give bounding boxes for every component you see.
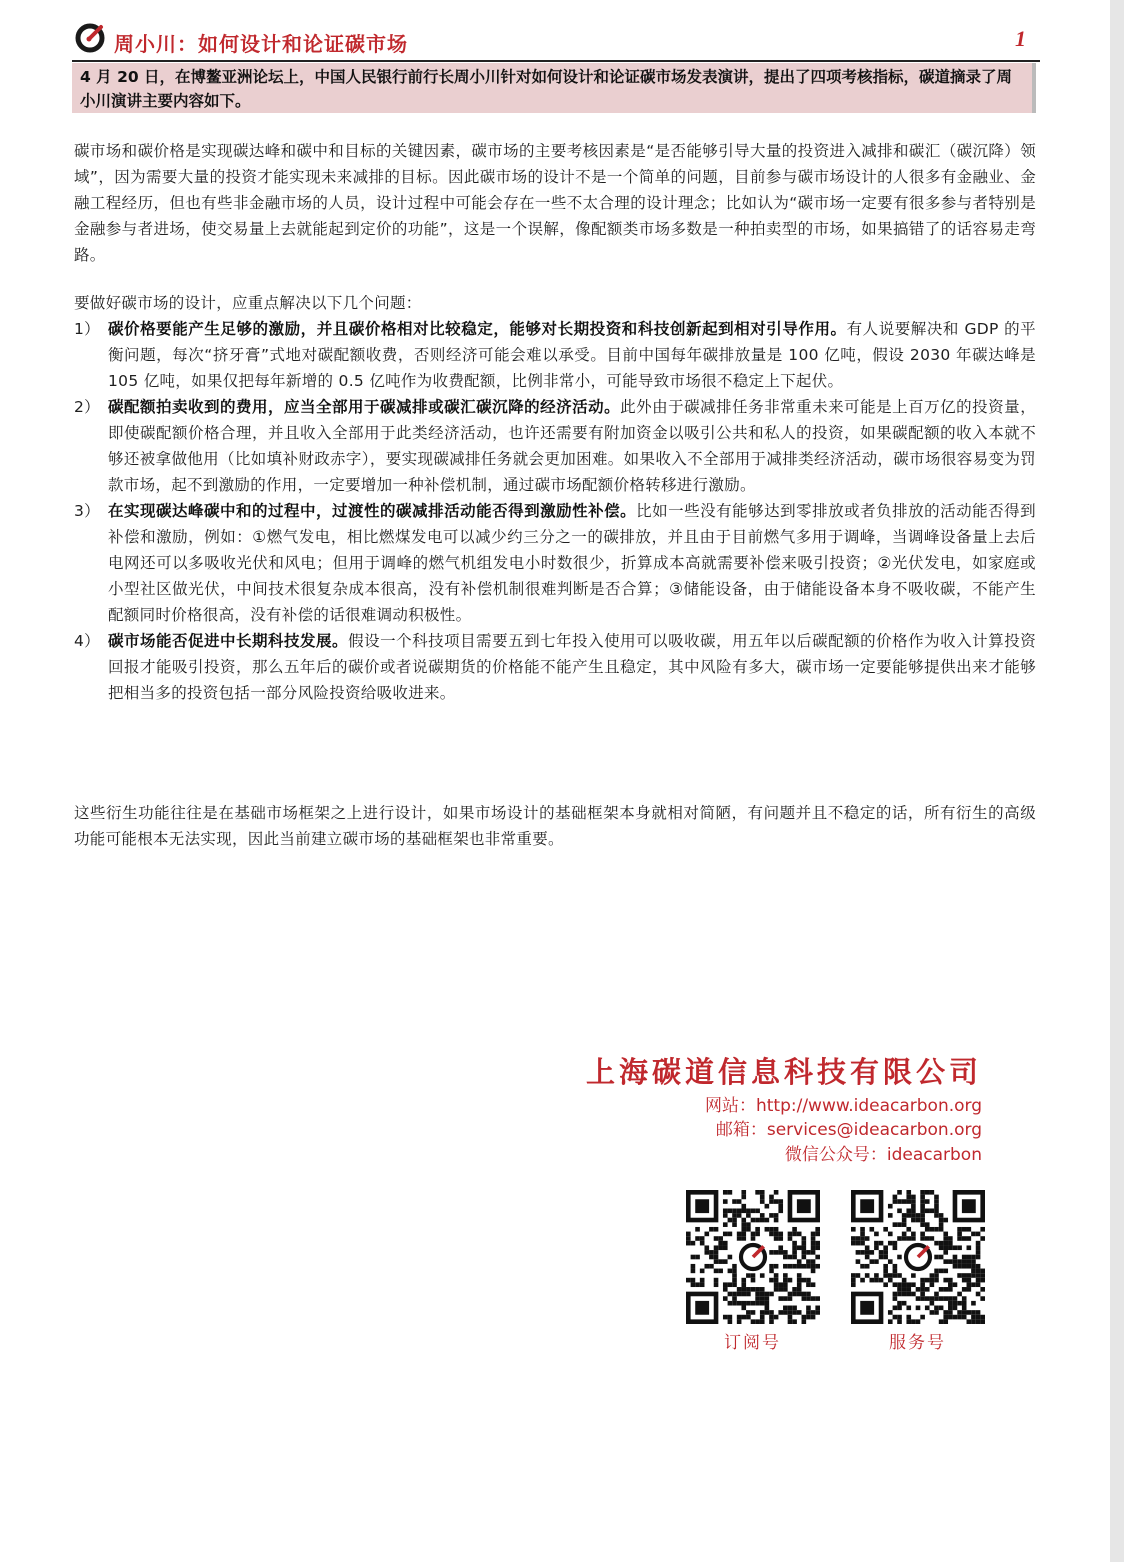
service-qr-code [851,1190,985,1324]
issue-heading: 碳配额拍卖收到的费用，应当全部用于碳减排或碳汇碳沉降的经济活动。 [108,398,621,416]
email-label: 邮箱： [715,1120,767,1140]
page-edge [1110,0,1124,1562]
issue-text: 假设一个科技项目需要五到七年投入使用可以吸收碳，用五年以后碳配额的价格作为收入计算投资回报才能吸引投资，那么五年后的碳价或者说碳期货的价格能不能产生且稳定，其中风险有多大，碳市场一定要能够提供出来才能够把相当多的投资包括一部分风险投资给吸收进来。 [108,632,1036,702]
page-number: 1 [1015,26,1026,51]
ideacarbon-logo-icon [74,22,106,54]
issue-heading: 碳价格要能产生足够的激励，并且碳价格相对比较稳定，能够对长期投资和科技创新起到相对引导作用。 [108,320,847,338]
header-title: 周小川：如何设计和论证碳市场 [114,32,408,56]
website-line [705,1094,982,1118]
website-link[interactable]: http://www.ideacarbon.org [755,1096,982,1116]
summary-box: 4 月 20 日，在博鳌亚洲论坛上，中国人民银行前行长周小川针对如何设计和论证碳市场发表演讲，提出了四项考核指标，碳道摘录了周小川演讲主要内容如下。 [72,63,1036,113]
issue-number: 4） [74,632,100,650]
lead-sentence: 要做好碳市场的设计，应重点解决以下几个问题： [74,294,422,312]
issue-heading: 在实现碳达峰碳中和的过程中，过渡性的碳减排活动能否得到激励性补偿。 [108,502,637,520]
issue-item [74,394,1036,498]
wechat-label: 微信公众号： [784,1145,887,1165]
issue-item [74,628,1036,706]
intro-paragraph: 碳市场和碳价格是实现碳达峰和碳中和目标的关键因素，碳市场的主要考核因素是“是否能够引导大量的投资进入减排和碳汇（碳沉降）领域”，因为需要大量的投资才能实现未来减排的目标。因此碳市场的设计不是一个简单的问题，目前参与碳市场设计的人很多有金融业、金融工程经历，但也有些非金融市场的人员，设计过程中可能会存在一些不太合理的设计理念；比如认为“碳市场一定要有很多参与者特别是金融参与者进场，使交易量上去就能起到定价的功能”，这是一个误解，像配额类市场多数是一种拍卖型的市场，如果搞错了的话容易走弯路。 [74,142,1036,264]
page-header [72,22,1040,62]
subscription-caption: 订阅号 [724,1333,781,1353]
service-caption: 服务号 [889,1333,946,1353]
subscription-qr-code [686,1190,820,1324]
wechat-line [785,1143,982,1167]
issue-text: 此外由于碳减排任务非常重未来可能是上百万亿的投资量，即使碳配额价格合理，并且收入全部用于此类经济活动，也许还需要有附加资金以吸引公共和私人的投资，如果碳配额的收入本就不够还被拿做他用（比如填补财政赤字），要实现碳减排任务就会更加困难。如果收入不全部用于减排类经济活动，碳市场很容易变为罚款市场，起不到激励的作用，一定要增加一种补偿机制，通过碳市场配额价格转移进行激励。 [108,398,1036,494]
email-link[interactable]: services@ideacarbon.org [766,1120,982,1140]
issue-heading: 碳市场能否促进中长期科技发展。 [108,632,349,650]
issue-list [74,316,1036,706]
issue-item [74,316,1036,394]
issue-number: 3） [74,502,100,520]
issue-item [74,498,1036,628]
issue-text: 比如一些没有能够达到零排放或者负排放的活动能否得到补偿和激励，例如：①燃气发电，相比燃煤发电可以减少约三分之一的碳排放，并且由于目前燃气多用于调峰，当调峰设备量上去后电网还可以多吸收光伏和风电；但用于调峰的燃气机组发电小时数很少，折算成本高就需要补偿来吸引投资；②光伏发电，如家庭或小型社区做光伏，中间技术很复杂成本很高，没有补偿机制很难判断是否合算；③储能设备，由于储能设备本身不吸收碳，不能产生配额同时价格很高，没有补偿的话很难调动积极性。 [108,502,1036,624]
issue-number: 2） [74,398,100,416]
wechat-id: ideacarbon [886,1145,982,1165]
website-label: 网站： [704,1096,756,1116]
company-name: 上海碳道信息科技有限公司 [585,1055,982,1089]
email-line [716,1118,982,1142]
closing-paragraph: 这些衍生功能往往是在基础市场框架之上进行设计，如果市场设计的基础框架本身就相对简陋，有问题并且不稳定的话，所有衍生的高级功能可能根本无法实现，因此当前建立碳市场的基础框架也非常重要。 [74,804,1036,848]
issue-number: 1） [74,320,100,338]
issue-text: 有人说要解决和 GDP 的平衡问题，每次“挤牙膏”式地对碳配额收费，否则经济可能会难以承受。目前中国每年碳排放量是 100 亿吨，假设 2030 年碳达峰是 105 亿吨，如果仅把每年新增的 0.5 亿吨作为收费配额，比例非常小，可能导致市场很不稳定上下起伏。 [108,320,1036,390]
